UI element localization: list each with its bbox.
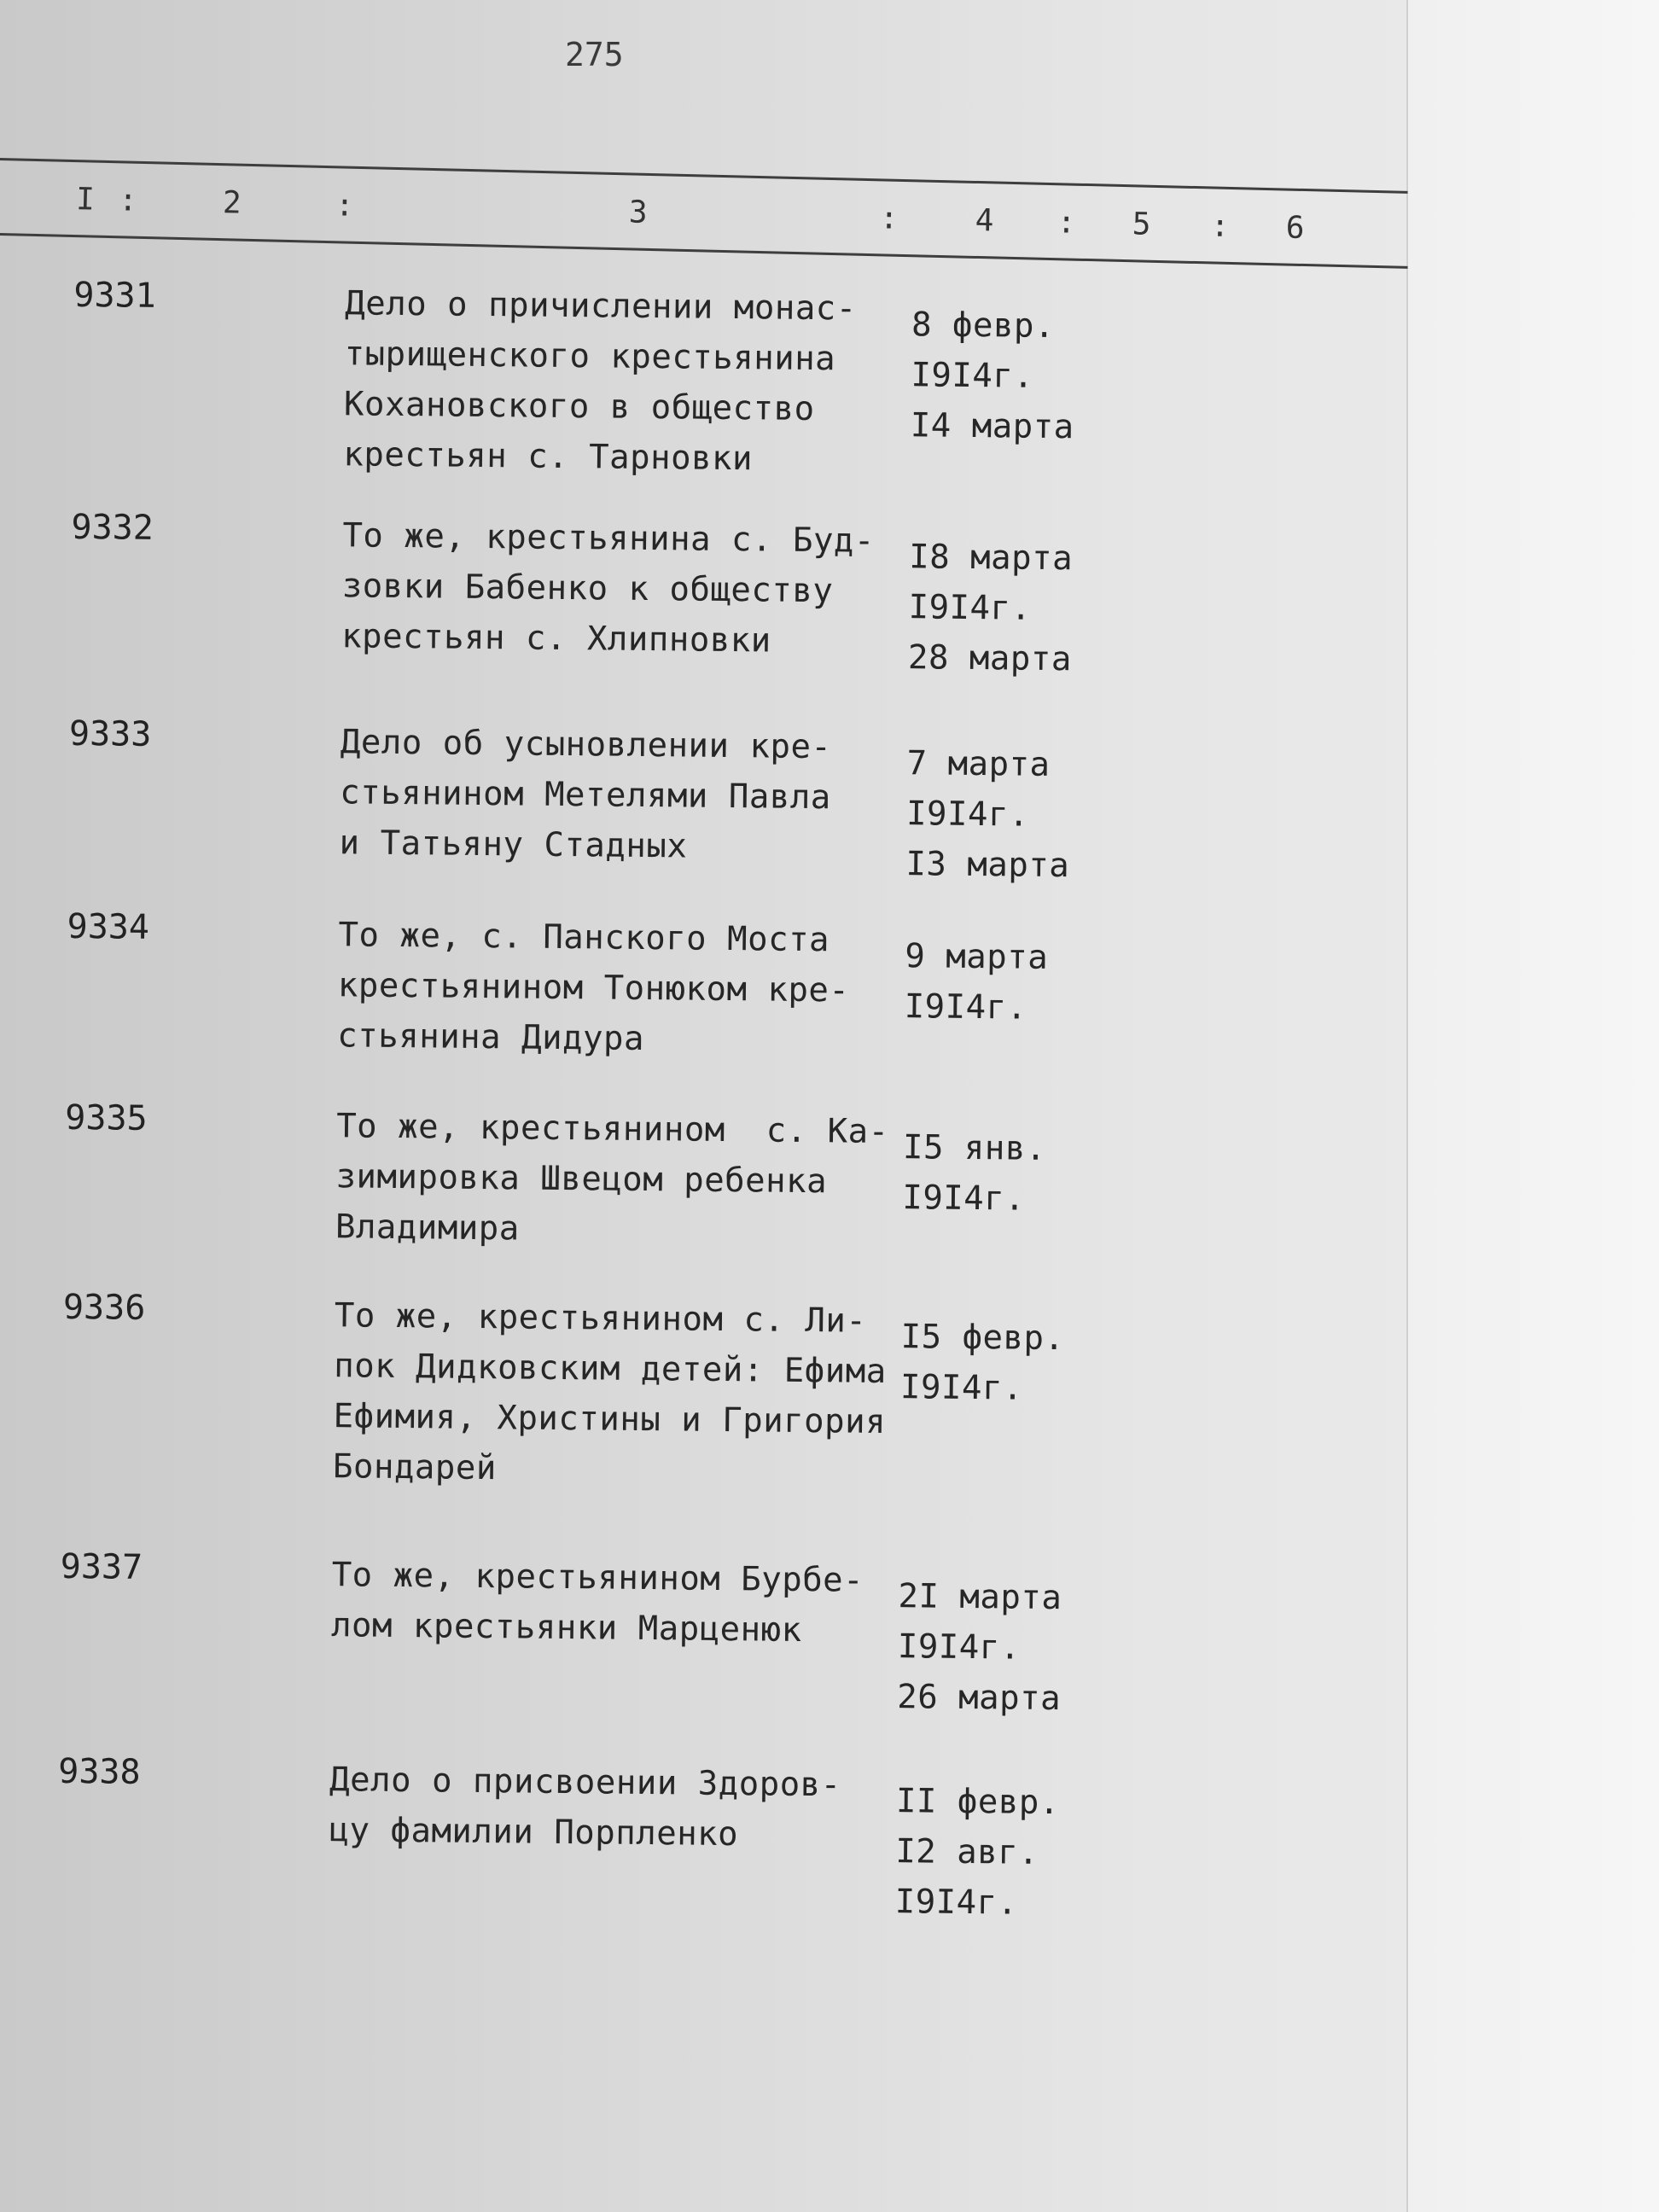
column-separator: : [335,188,355,224]
entry-dates [905,738,1121,892]
date-line: I9I4г. [908,588,1032,628]
column-separator: : [879,201,899,236]
description-line: То же, крестьянином с. Ка- [335,1107,889,1151]
description-line: Бондарей [332,1447,498,1488]
entry-description [331,1550,895,1656]
description-line: Дело о причислении монас- [345,284,857,329]
date-line: II февр. [895,1782,1061,1823]
date-line: I2 авг. [895,1832,1039,1872]
entry-9332 [0,507,1360,679]
entry-dates [911,300,1126,453]
date-line: I9I4г. [899,1368,1024,1408]
entry-dates [900,1312,1115,1415]
column-header-5: 5 [1132,207,1151,242]
description-line: То же, крестьянином Бурбе- [331,1556,864,1600]
description-line: Ефимия, Христины и Григория [333,1397,887,1441]
date-line: I9I4г. [911,356,1034,396]
entry-dates [894,1776,1109,1930]
entry-9337 [0,1546,1349,1719]
description-line: крестьян с. Тарновки [343,435,754,479]
entry-dates [904,931,1118,1034]
description-line: Кохановского в общество [343,385,815,429]
date-line: I3 марта [905,845,1070,886]
description-line: лом крестьянки Марценюк [330,1606,802,1650]
entry-description [343,278,908,486]
date-line: 8 февр. [911,306,1056,346]
date-line: 26 марта [896,1678,1062,1719]
entry-9334 [0,906,1356,1058]
entry-dates [897,1571,1112,1725]
date-line: I9I4г. [897,1627,1021,1668]
entry-number: 9337 [60,1546,143,1587]
description-line: зовки Бабенко к обществу [341,567,834,611]
description-line: тырищенского крестьянина [344,335,836,379]
description-line: Дело о присвоении Здоров- [329,1761,841,1805]
description-line: То же, с. Панского Моста [338,916,830,960]
entry-9335 [0,1097,1353,1249]
date-line: 2I марта [898,1577,1062,1618]
entry-dates [908,532,1123,685]
column-header-3: 3 [628,195,649,230]
page-edge-margin [1406,0,1659,2212]
description-line: Дело об усыновлении кре- [340,723,832,767]
description-line: То же, крестьянина с. Буд- [342,516,876,561]
entry-9338 [0,1751,1347,1923]
entry-description [329,1755,893,1861]
entry-description [341,510,906,667]
description-line: пок Дидковским детей: Ефима [334,1347,887,1391]
date-line: I9I4г. [905,795,1030,835]
entry-number: 9338 [58,1751,141,1792]
description-line: стьянином Метелями Павла [340,773,832,818]
entry-number: 9332 [71,507,154,548]
column-header-4: 4 [975,202,994,239]
description-line: стьянина Дидура [337,1016,645,1058]
column-separator: : [118,183,138,218]
entry-number: 9335 [65,1097,148,1138]
date-line: 7 марта [906,744,1051,784]
description-line: цу фамилии Порпленко [329,1811,739,1854]
entry-9331 [0,275,1363,479]
description-line: зимировка Швецом ребенка [335,1157,828,1202]
description-line: и Татьяну Стадных [339,824,688,866]
date-line: I9I4г. [904,987,1027,1027]
column-separator: : [1210,208,1230,244]
column-separator: : [1057,205,1076,241]
date-line: I9I4г. [894,1883,1018,1923]
column-header-1: I [75,182,96,218]
description-line: крестьян с. Хлипновки [341,617,772,661]
page-number: 275 [565,36,624,73]
entry-number: 9336 [62,1287,146,1328]
date-line: 28 марта [907,638,1073,679]
entry-description [335,1101,900,1258]
date-line: I4 марта [910,406,1074,447]
date-line: I5 февр. [900,1318,1065,1359]
column-header-2: 2 [222,185,242,221]
entry-number: 9331 [73,275,156,316]
date-line: I8 марта [908,538,1074,579]
entry-9333 [0,713,1358,886]
column-header-6: 6 [1285,210,1305,247]
date-line: 9 марта [905,937,1049,977]
entry-description [333,1290,898,1498]
entry-dates [902,1122,1116,1225]
description-line: крестьянином Тонюком кре- [337,966,850,1010]
entry-9336 [0,1287,1352,1488]
entry-number: 9333 [68,713,152,754]
entry-description [337,910,902,1067]
entry-description [339,717,904,874]
description-line: То же, крестьянином с. Ли- [334,1296,867,1341]
entry-number: 9334 [67,906,150,947]
date-line: I9I4г. [902,1179,1026,1219]
date-line: I5 янв. [902,1128,1047,1168]
description-line: Владимира [335,1208,521,1249]
